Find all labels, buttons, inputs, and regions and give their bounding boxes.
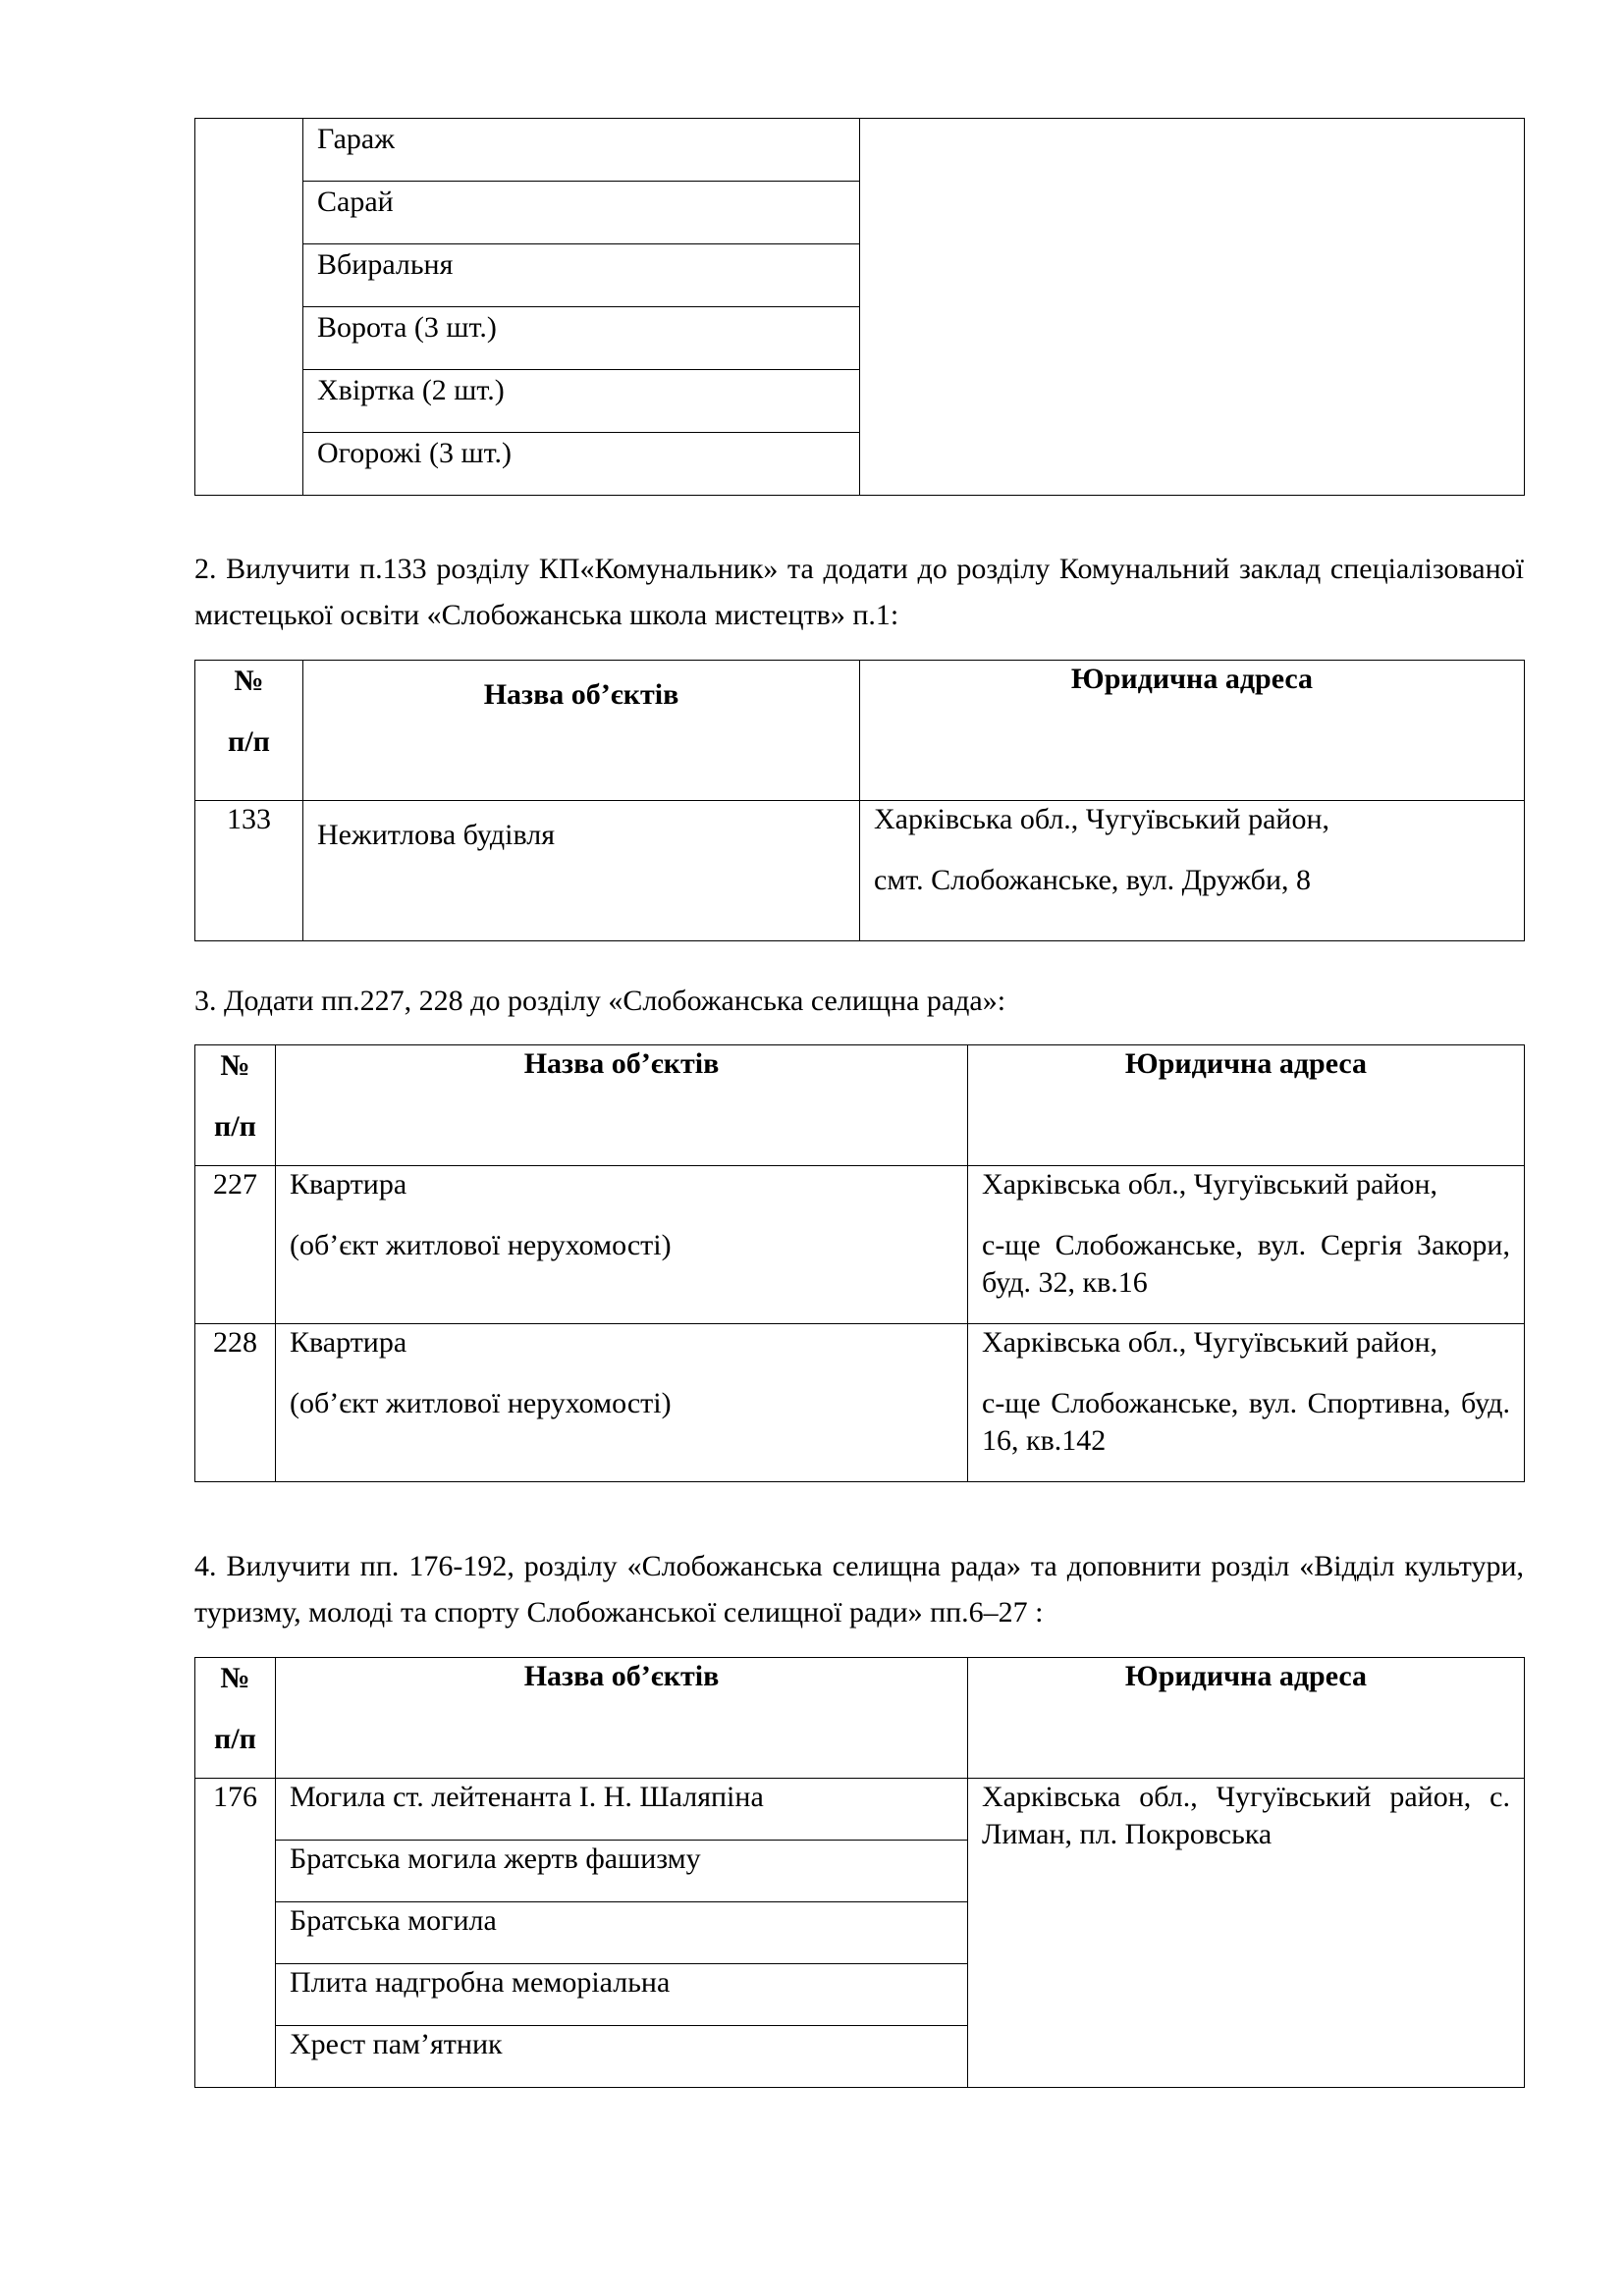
section-4-paragraph: 4. Вилучити пп. 176-192, розділу «Слобожанська селищна рада» та доповнити розділ «Відділ культури, туризму, молоді та спорту Слобожанської селищної ради» пп.6–27 :	[194, 1550, 1524, 1629]
table-section-3	[194, 1044, 1524, 1482]
row-number: 176	[195, 1779, 276, 2088]
header-object-name: Назва об’єктів	[276, 1658, 968, 1779]
row-legal-address: Харківська обл., Чугуївський район, с-ще Слобожанське, вул. Сергія Закори, буд. 32, кв.16	[968, 1166, 1525, 1324]
row-object-name: Братська могила жертв фашизму	[276, 1841, 968, 1902]
header-number: № п/п	[195, 661, 303, 801]
section-3-paragraph: 3. Додати пп.227, 228 до розділу «Слобожанська селищна рада»:	[194, 985, 1006, 1017]
object-name-cell: Ворота (3 шт.)	[303, 307, 860, 370]
object-name-cell: Вбиральня	[303, 244, 860, 307]
table-continuation	[194, 118, 1524, 496]
row-object-name: Хрест пам’ятник	[276, 2026, 968, 2088]
object-name-cell: Огорожі (3 шт.)	[303, 433, 860, 496]
header-legal-address: Юридична адреса	[968, 1658, 1525, 1779]
object-name-cell: Хвіртка (2 шт.)	[303, 370, 860, 433]
section-2-paragraph: 2. Вилучити п.133 розділу КП«Комунальник» та додати до розділу Комунальний заклад спеціалізованої мистецької освіти «Слобожанська школа мистецтв» п.1:	[194, 553, 1524, 631]
table-section-2	[194, 660, 1524, 941]
object-name-cell: Гараж	[303, 119, 860, 182]
row-object-name: Квартира (об’єкт житлової нерухомості)	[276, 1324, 968, 1482]
header-number: № п/п	[195, 1658, 276, 1779]
row-object-name: Могила ст. лейтенанта І. Н. Шаляпіна	[276, 1779, 968, 1841]
number-cell-empty	[195, 119, 303, 496]
row-number: 227	[195, 1166, 276, 1324]
row-number: 228	[195, 1324, 276, 1482]
header-legal-address: Юридична адреса	[860, 661, 1525, 801]
object-name-cell: Сарай	[303, 182, 860, 244]
row-object-name: Братська могила	[276, 1902, 968, 1964]
row-legal-address: Харківська обл., Чугуївський район, с. Лиман, пл. Покровська	[968, 1779, 1525, 2088]
table-section-4	[194, 1657, 1524, 2088]
row-legal-address: Харківська обл., Чугуївський район, смт. Слобожанське, вул. Дружби, 8	[860, 801, 1525, 941]
row-number: 133	[195, 801, 303, 941]
address-cell-empty	[860, 119, 1525, 496]
row-object-name: Плита надгробна меморіальна	[276, 1964, 968, 2026]
row-legal-address: Харківська обл., Чугуївський район, с-ще Слобожанське, вул. Спортивна, буд. 16, кв.142	[968, 1324, 1525, 1482]
row-object-name: Квартира (об’єкт житлової нерухомості)	[276, 1166, 968, 1324]
row-object-name: Нежитлова будівля	[303, 801, 860, 941]
header-object-name: Назва об’єктів	[276, 1045, 968, 1166]
header-legal-address: Юридична адреса	[968, 1045, 1525, 1166]
header-object-name: Назва об’єктів	[303, 661, 860, 801]
header-number: № п/п	[195, 1045, 276, 1166]
